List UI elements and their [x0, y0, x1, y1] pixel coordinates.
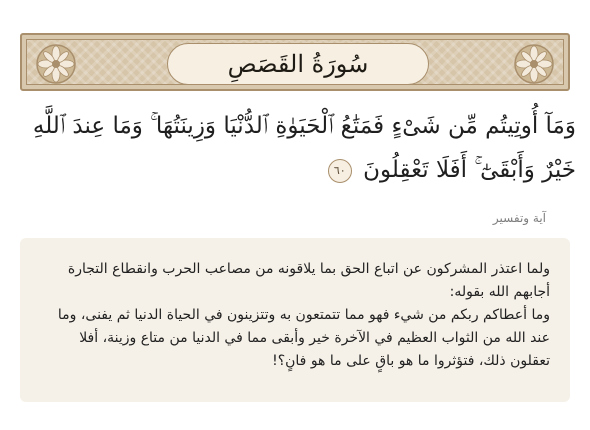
ayah-number-marker: ٦٠: [328, 159, 352, 183]
floral-rosette-icon: [513, 43, 555, 85]
tafsir-card: [20, 238, 570, 402]
ayah-text: وَمَآ أُوتِيتُم مِّن شَىْءٍ فَمَتَٰعُ ٱلْحَيَوٰةِ ٱلدُّنْيَا وَزِينَتُهَا ۚ وَمَا عِندَ ٱللَّهِ خَيْرٌ وَأَبْقَىٰٓ ۚ أَفَلَا تَعْقِلُونَ: [32, 113, 576, 183]
banner-pattern: [26, 39, 564, 85]
surah-header-banner: [20, 33, 570, 91]
tafsir-intro: ولما اعتذر المشركون عن اتباع الحق بما يلاقونه من مصاعب الحرب وانقطاع التجارة أجابهم الله بقوله:: [67, 261, 550, 300]
tafsir-body: وما أعطاكم ربكم من شيء فهو مما تتمتعون به وتتزينون في الحياة الدنيا ثم يفنى، وما عند الله من الثواب العظيم في الآخرة خير وأبقى مما في الدنيا من متاع وزينة، أفلا تعقلون ذلك، فتؤثروا ما هو باقٍ على ما هو فانٍ؟!: [57, 307, 550, 369]
floral-rosette-icon: [35, 43, 77, 85]
surah-title-cartouche: [167, 43, 429, 85]
tafsir-section-label: آية وتفسير: [492, 211, 546, 225]
ayah-text-block[interactable]: [14, 104, 576, 192]
surah-title: سُورَةُ القَصَصِ: [227, 50, 369, 78]
